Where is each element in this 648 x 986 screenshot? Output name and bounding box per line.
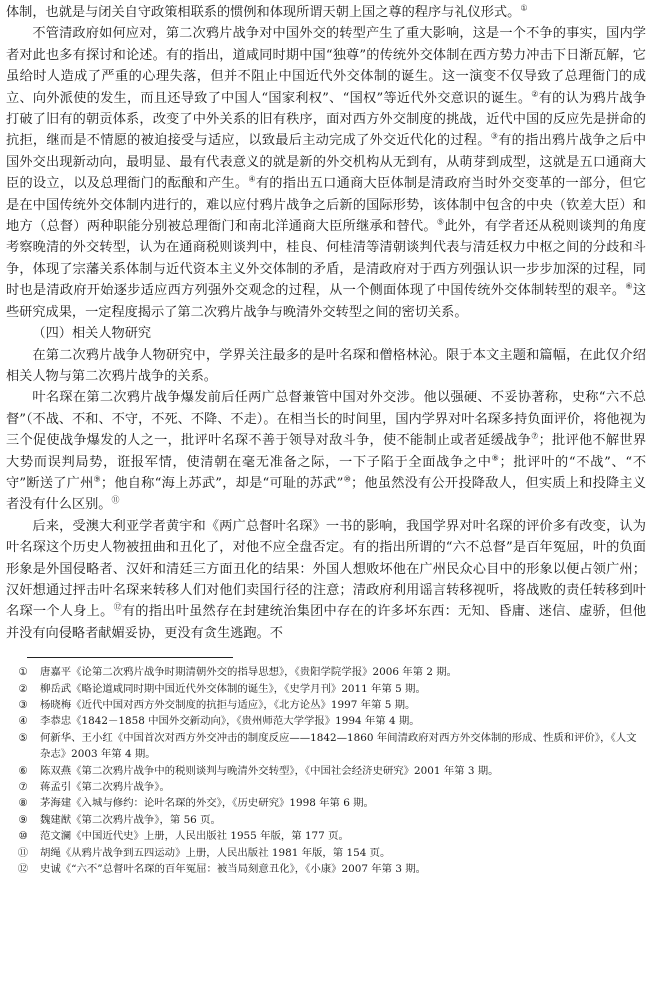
footnote-item: [6, 779, 646, 795]
paragraph-text: 有的认为鸦片战争打破了旧有的朝贡体系，改变了中外关系的旧有秩序，面对西方外交制度的挑战，近代中国的反应先是拼命的抗拒，继而是不情愿的被迫接受与适应，以致最后主动完成了外交近代化的过程。: [6, 90, 647, 149]
footnote-number: ⑨: [18, 813, 28, 826]
footnote-ref[interactable]: ⑩: [343, 474, 351, 484]
footnote-ref[interactable]: ⑫: [113, 602, 122, 612]
footnote-number: ③: [18, 699, 28, 711]
footnote-text: 唐嘉平《论第二次鸦片战争时期清朝外交的指导思想》，《贵阳学院学报》2006 年第 2 期。: [40, 666, 458, 679]
footnote-number: ⑪: [17, 846, 29, 859]
footnote-text: 茅海建《入城与修约：论叶名琛的外交》，《历史研究》1998 年第 6 期。: [40, 797, 374, 810]
paragraph: [6, 2, 646, 23]
footnote-ref[interactable]: ⑧: [491, 453, 500, 463]
footnote-number: ④: [18, 715, 28, 728]
footnote-number: ⑦: [18, 781, 28, 794]
footnote-text: 杨晓梅《近代中国对西方外交制度的抗拒与适应》，《北方论丛》1997 年第 5 期。: [40, 699, 416, 711]
footnote-text: 范文澜《中国近代史》上册，人民出版社 1955 年版，第 177 页。: [40, 830, 349, 843]
paragraph-text: 体制，也就是与闭关自守政策相联系的惯例和体现所谓天朝上国之尊的程序与礼仪形式。: [6, 5, 521, 20]
footnote-text: 柳岳武《略论道咸同时期中国近代外交体制的诞生》，《史学月刊》2011 年第 5 期。: [40, 682, 426, 695]
main-text: [6, 2, 646, 644]
paragraph: 在第二次鸦片战争人物研究中，学界关注最多的是叶名琛和僧格林沁。限于本文主题和篇幅，在此仅介绍相关人物与第二次鸦片战争的关系。: [6, 347, 646, 384]
footnote-text: 陈双燕《第二次鸦片战争中的税则谈判与晚清外交转型》，《中国社会经济史研究》2001 年第 3 期。: [40, 764, 499, 777]
footnote-item: [6, 713, 646, 729]
footnote-number: ⑧: [18, 797, 28, 810]
footnote-item: [6, 795, 646, 811]
footnote-number: ①: [18, 666, 28, 679]
document-page: [6, 2, 646, 877]
footnote-item: [6, 697, 646, 713]
footnote-text: 蒋孟引《第二次鸦片战争》。: [40, 781, 170, 794]
paragraph: [6, 516, 646, 644]
footnote-ref[interactable]: ④: [248, 174, 256, 184]
footnote-item: [6, 681, 646, 697]
footnote-item: [6, 828, 646, 844]
footnote-ref[interactable]: ②: [531, 89, 539, 99]
footnote-ref[interactable]: ⑪: [111, 495, 120, 505]
footnote-item: [6, 861, 646, 877]
paragraph: [6, 387, 646, 515]
paragraph-text: 这些研究成果，一定程度揭示了第二次鸦片战争与晚清外交转型之间的密切关系。: [6, 283, 646, 320]
paragraph-text: ；他自称“海上苏武”，却是“可耻的苏武”: [100, 475, 344, 491]
footnote-number: ⑫: [17, 863, 29, 876]
footnote-text: 魏建猷《第二次鸦片战争》，第 56 页。: [40, 813, 221, 826]
paragraph-text: 后来，受澳大利亚学者黄宇和《两广总督叶名琛》一书的影响，我国学界对叶名琛的评价多有改变，认为叶名琛这个历史人物被扭曲和丑化了，对他不应全盘否定。有的指出所谓的“六不总督”是百年冤屈，叶的负面形象是外国侵略者、汉奸和清廷三方面丑化的结果：外国人想败坏他在广州民众心目中的形象以便占领广州；汉奸想通过抨击叶名琛来转移人们对他们卖国行径的注意；清政府利用谣言转移视听，将战败的责任转移到叶名琛一个人身上。: [6, 518, 646, 620]
footnote-number: ⑩: [18, 830, 28, 843]
footnote-divider: [27, 657, 233, 658]
footnote-text: 史诚《“六不”总督叶名琛的百年冤屈：被当局刻意丑化》，《小康》2007 年第 3 期。: [40, 863, 427, 876]
paragraph-text: 有的指出鸦片战争之后中国外交出现新动向，最明显、最有代表意义的就是新的外交机构从无到有，从萌芽到成型，这就是五口通商大臣的设立，以及总理衙门的酝酿和产生。: [6, 133, 647, 192]
paragraph: [6, 23, 646, 323]
paragraph-text: 有的指出叶虽然存在封建统治集团中存在的许多坏东西：无知、昏庸、迷信、虚骄，但他并没有向侵略者献媚妥协，更没有贪生逃跑。不: [6, 604, 647, 641]
footnote-ref[interactable]: ⑦: [531, 431, 539, 441]
footnote-item: [6, 812, 646, 828]
footnote-number: ⑥: [18, 764, 28, 777]
footnote-item: [6, 664, 646, 680]
paragraph-text: 有的指出五口通商大臣体制是清政府当时外交变革的一部分，但它是在中国传统外交体制内进行的，难以应付鸦片战争之后新的国际形势，该体制中包含的中央（钦差大臣）和地方（总督）两种职能分别被总理衙门和南北洋通商大臣所继承和替代。: [6, 176, 647, 235]
footnote-ref[interactable]: ⑥: [625, 281, 633, 291]
footnote-text: 李恭忠《1842－1858 中国外交新动向》，《贵州师范大学学报》1994 年第 4 期。: [40, 715, 420, 728]
footnotes: [6, 664, 646, 877]
footnote-text: 何新华、王小红《中国首次对西方外交冲击的制度反应——1842—1860 年间清政府对西方外交体制的形成、性质和评价》，《人文杂志》2003 年第 4 期。: [40, 731, 637, 761]
footnote-number: ②: [18, 682, 28, 695]
footnote-number: ⑤: [18, 731, 28, 744]
footnote-text: 胡绳《从鸦片战争到五四运动》上册，人民出版社 1981 年版，第 154 页。: [40, 846, 391, 859]
section-heading: （四）相关人物研究: [32, 326, 152, 342]
footnote-item: [6, 730, 646, 763]
paragraph-text: ；批评他不解世界大势而误判局势，诳报军情，使清朝在毫无准备之际，一下子陷于全面战争之中: [6, 433, 647, 470]
paragraph-text: 叶名琛在第二次鸦片战争爆发前后任两广总督兼管中国对外交涉。他以强硬、不妥协著称，史称“六不总督”（不战、不和、不守，不死、不降、不走）。在相当长的时间里，国内学界对叶名琛多持负面评价，将他视为三个促使战争爆发的人之一，批评叶名琛不善于领导对敌斗争，使不能制止或者延缓战争: [6, 390, 646, 449]
footnote-ref[interactable]: ⑤: [436, 217, 445, 227]
paragraph-text: ；批评叶的“不战”、“不守”断送了广州: [6, 454, 647, 491]
footnote-ref[interactable]: ⑨: [93, 474, 101, 484]
footnote-item: [6, 845, 646, 861]
footnote-ref[interactable]: ①: [520, 3, 528, 13]
footnote-item: [6, 763, 646, 779]
paragraph-text: 此外，有学者还从税则谈判的角度考察晚清的外交转型，认为在通商税则谈判中，桂良、何桂清等清朝谈判代表与清廷权力中枢之间的分歧和斗争，体现了宗藩关系体制与近代资本主义外交体制的矛盾，是清政府对于西方列强认识一步步加深的过程，同时也是清政府开始逐步适应西方列强外交观念的过程，从一个侧面体现了中国传统外交体制转型的艰辛。: [6, 219, 647, 299]
footnote-ref[interactable]: ③: [490, 132, 499, 142]
paragraph-text: 不管清政府如何应对，第二次鸦片战争对中国外交的转型产生了重大影响，这是一个不争的事实，国内学者对此也多有探讨和论述。有的指出，道咸同时期中国“独尊”的传统外交体制在西方势力冲击下日渐瓦解，它虽给时人造成了严重的心理失落，但并不阻止中国近代外交体制的诞生。这一演变不仅导致了总理衙门的成立、向外派使的发生，而且还导致了中国人“国家利权”、“国权”等近代外交意识的诞生。: [6, 26, 646, 106]
paragraph-text: ；他虽然没有公开投降敌人，但实质上和投降主义者没有什么区别。: [6, 475, 647, 513]
